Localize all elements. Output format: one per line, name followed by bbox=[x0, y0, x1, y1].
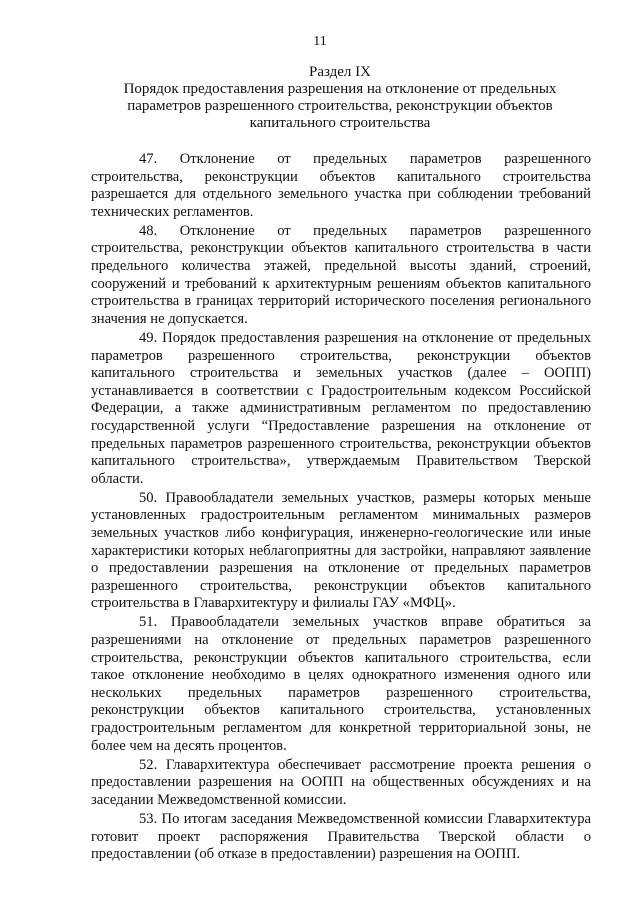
paragraph-53: 53. По итогам заседания Межведомственной комиссии Главархитектура готовит проект распоряжения Правительства Тверской области о предоставлении (об отказе в предоставлении) разрешения на ООПП. bbox=[91, 810, 591, 863]
paragraph-49: 49. Порядок предоставления разрешения на отклонение от предельных параметров разрешенного строительства, реконструкции объектов капитального строительства и земельных участков (далее – ООПП) устанавливается в соответствии с Градостроительным кодексом Российской Федерации, а также административным регламентом по предоставлению государственной услуги “Предоставление разрешения на отклонение от предельных параметров разрешенного строительства, реконструкции объектов капитального строительства», утверждаемым Правительством Тверской области. bbox=[91, 329, 591, 487]
document-body bbox=[91, 151, 591, 865]
paragraph-50: 50. Правообладатели земельных участков, размеры которых меньше установленных градостроительным регламентом минимальных размеров земельных участков либо конфигурация, инженерно-геологические или иные характеристики которых неблагоприятны для застройки, направляют заявление о предоставлении разрешения на отклонение от предельных параметров разрешенного строительства, реконструкции объектов капитального строительства в Главархитектуру и филиалы ГАУ «МФЦ». bbox=[91, 489, 591, 612]
section-heading bbox=[90, 64, 590, 132]
section-subtitle-line: Порядок предоставления разрешения на отклонение от предельных bbox=[123, 81, 557, 97]
section-subtitle-line: капитального строительства bbox=[249, 115, 431, 131]
page-number: 11 bbox=[313, 34, 327, 49]
paragraph-48: 48. Отклонение от предельных параметров разрешенного строительства, реконструкции объектов капитального строительства в части предельного количества этажей, предельной высоты зданий, строений, сооружений и требований к архитектурным решениям объектов капитального строительства в границах территорий исторического поселения регионального значения не допускается. bbox=[91, 222, 591, 327]
section-title: Раздел IX bbox=[308, 64, 371, 80]
paragraph-51: 51. Правообладатели земельных участков вправе обратиться за разрешениями на отклонение от предельных параметров разрешенного строительства, реконструкции объектов капитального строительства, если такое отклонение необходимо в целях однократного изменения одного или нескольких предельных параметров разрешенного строительства, реконструкции объектов капитального строительства, установленных градостроительным регламентом для конкретной территориальной зоны, не более чем на десять процентов. bbox=[91, 614, 591, 754]
paragraph-47: 47. Отклонение от предельных параметров разрешенного строительства, реконструкции объектов капитального строительства разрешается для отдельного земельного участка при соблюдении требований технических регламентов. bbox=[91, 151, 591, 220]
paragraph-52: 52. Главархитектура обеспечивает рассмотрение проекта решения о предоставлении разрешения на ООПП на общественных обсуждениях и на заседании Межведомственной комиссии. bbox=[91, 756, 591, 808]
section-subtitle-line: параметров разрешенного строительства, реконструкции объектов bbox=[127, 98, 553, 114]
